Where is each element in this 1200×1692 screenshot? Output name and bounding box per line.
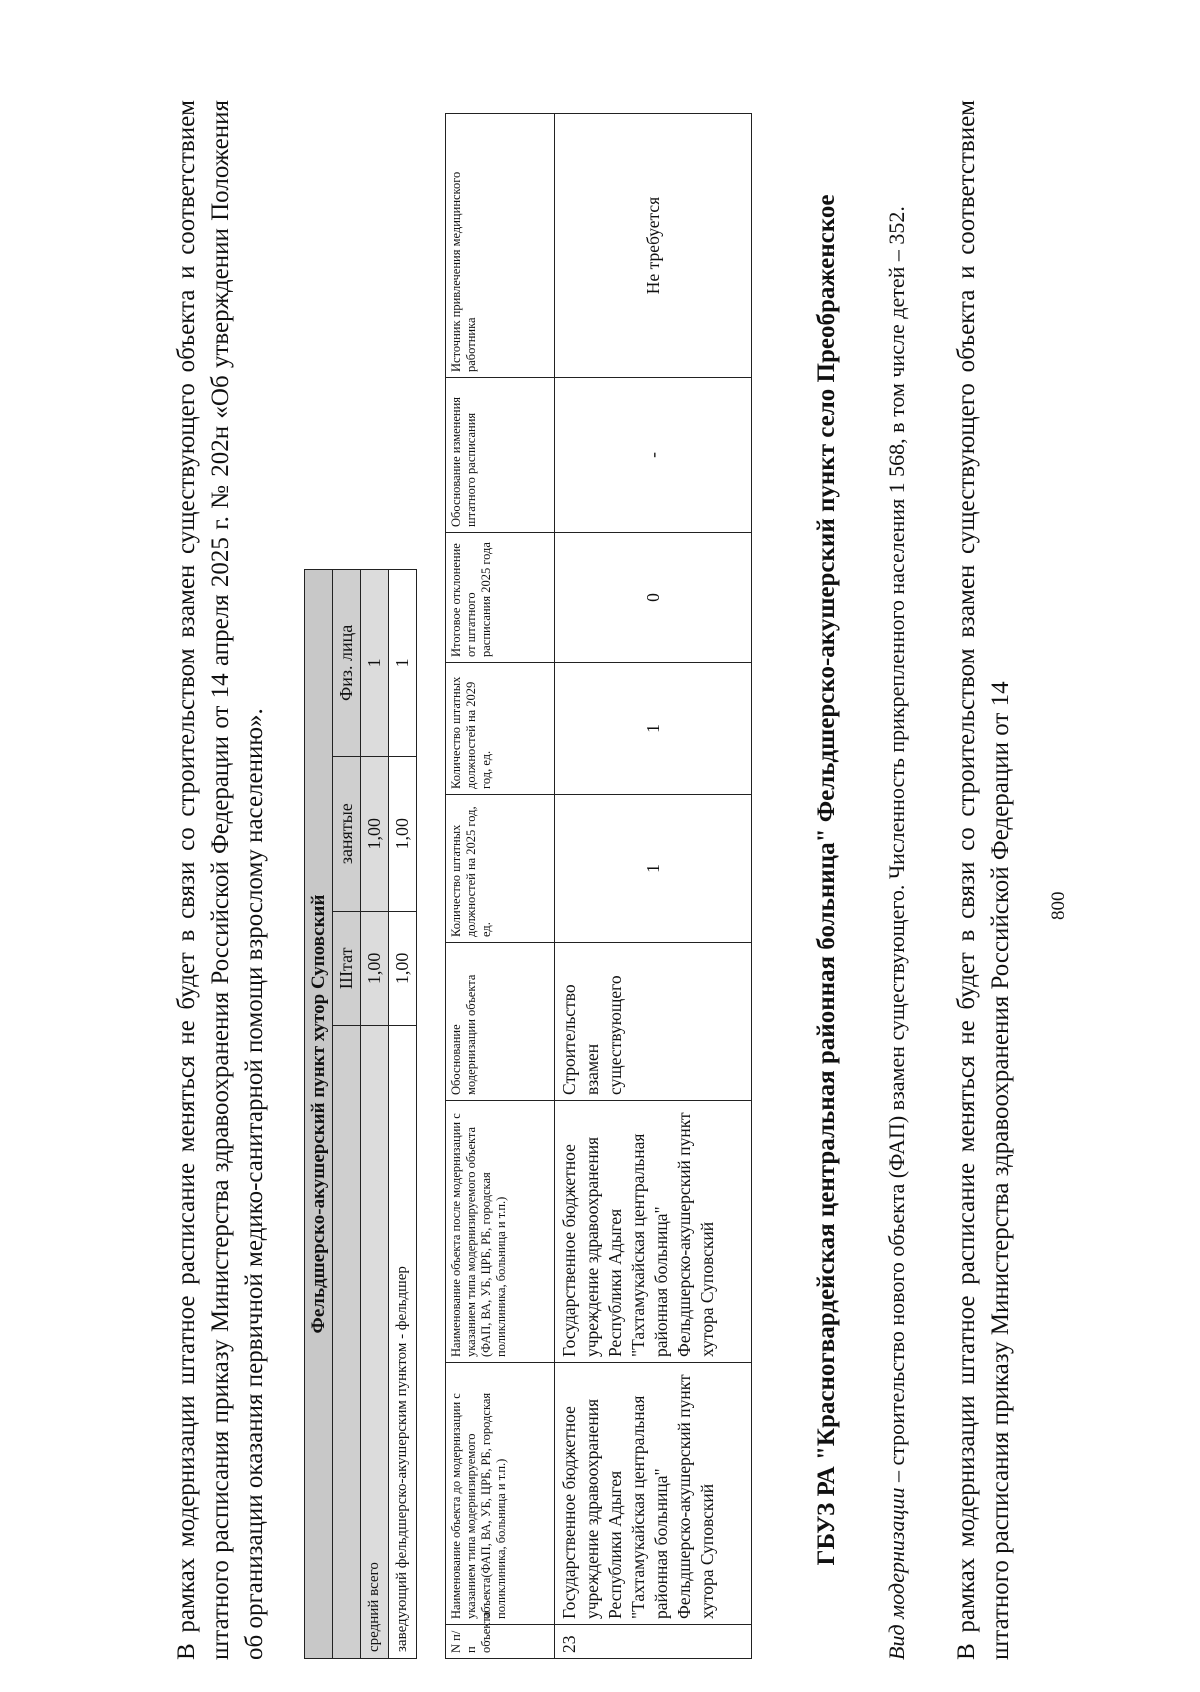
- staff-table-blank-header: [333, 1026, 361, 1659]
- col-header-source: Источник привлечения медицинского работника: [446, 114, 555, 378]
- cell-count-2025: 1: [555, 795, 752, 943]
- intro-paragraph: В рамках модернизации штатное расписание меняться не будет в связи со строительством взамен существующего объекта и соответствием штатного расписания приказу Министерства здравоохранения Российской Федерации от 14 апреля 2025 г. № 202н «Об утверждении Положения об организации оказания первичной медико-санитарной помощи взрослому населению».: [173, 100, 268, 1660]
- modernization-label: Вид модернизации: [884, 1487, 909, 1660]
- staff-row-zanyatye: 1,00: [389, 756, 417, 911]
- col-header-justification: Обоснование изменения штатного расписания: [446, 378, 555, 533]
- cell-num: 23: [555, 1625, 752, 1659]
- staff-table: [304, 569, 417, 1659]
- staff-row-fiz: 1: [361, 570, 389, 757]
- modernization-paragraph: [880, 100, 914, 1660]
- cell-justification: -: [555, 378, 752, 533]
- col-header-before: Наименование объекта до модернизации с указанием типа модернизируемого объекта(ФАП, ВА, УБ, ЦРБ, РБ, городская поликлиника, больница и т.п.): [446, 1363, 555, 1625]
- cell-count-2029: 1: [555, 663, 752, 795]
- cell-reason: Строительство взамен существующего: [555, 943, 752, 1101]
- col-header-after: Наименование объекта после модернизации с указанием типа модернизируемого объекта (ФАП, ВА, УБ, ЦРБ, РБ, городская поликлиника, больница и т.п.): [446, 1101, 555, 1363]
- col-header-num: N п/п объекта: [446, 1625, 555, 1659]
- col-header-count-2025: Количество штатных должностей на 2025 год, ед.: [446, 795, 555, 943]
- staff-row-shtat: 1,00: [361, 911, 389, 1025]
- cell-before: Государственное бюджетное учреждение здравоохранения Республики Адыгея "Тахтамукайская центральная районная больница" Фельдшерско-акушерский пункт хутора Суповский: [555, 1363, 752, 1625]
- col-header-deviation: Итоговое отклонение от штатного расписания 2025 года: [446, 533, 555, 663]
- staff-col-shtat: Штат: [333, 911, 361, 1025]
- staff-col-zanyatye: занятые: [333, 756, 361, 911]
- staff-row-shtat: 1,00: [389, 911, 417, 1025]
- cell-after: Государственное бюджетное учреждение здравоохранения Республики Адыгея "Тахтамукайская центральная районная больница" Фельдшерско-акушерский пункт хутора Суповский: [555, 1101, 752, 1363]
- page-number: 800: [1048, 891, 1069, 920]
- rotated-page: [170, 100, 1200, 1660]
- staff-row-fiz: 1: [389, 570, 417, 757]
- modernization-table: [445, 113, 752, 1659]
- closing-paragraph: В рамках модернизации штатное расписание меняться не будет в связи со строительством взамен существующего объекта и соответствием штатного расписания приказу Министерства здравоохранения Российской Федерации от 14: [953, 100, 1014, 1660]
- staff-col-fiz: Физ. лица: [333, 570, 361, 757]
- staff-table-title: Фельдшерско-акушерский пункт хутор Суповский: [305, 570, 333, 1659]
- col-header-count-2029: Количество штатных должностей на 2029 год, ед.: [446, 663, 555, 795]
- col-header-reason: Обоснование модернизации объекта: [446, 943, 555, 1101]
- staff-row-zanyatye: 1,00: [361, 756, 389, 911]
- modernization-text: – строительство нового объекта (ФАП) взамен существующего. Численность прикрепленного населения 1 568, в том числе детей – 352.: [884, 206, 909, 1488]
- cell-deviation: 0: [555, 533, 752, 663]
- staff-row-label: средний всего: [361, 1026, 389, 1659]
- staff-row-label: заведующий фельдшерско-акушерским пунктом - фельдшер: [389, 1026, 417, 1659]
- section-heading: ГБУЗ РА "Красногвардейская центральная районная больница" Фельдшерско-акушерский пункт село Преображенское: [813, 194, 840, 1566]
- cell-source: Не требуется: [555, 114, 752, 378]
